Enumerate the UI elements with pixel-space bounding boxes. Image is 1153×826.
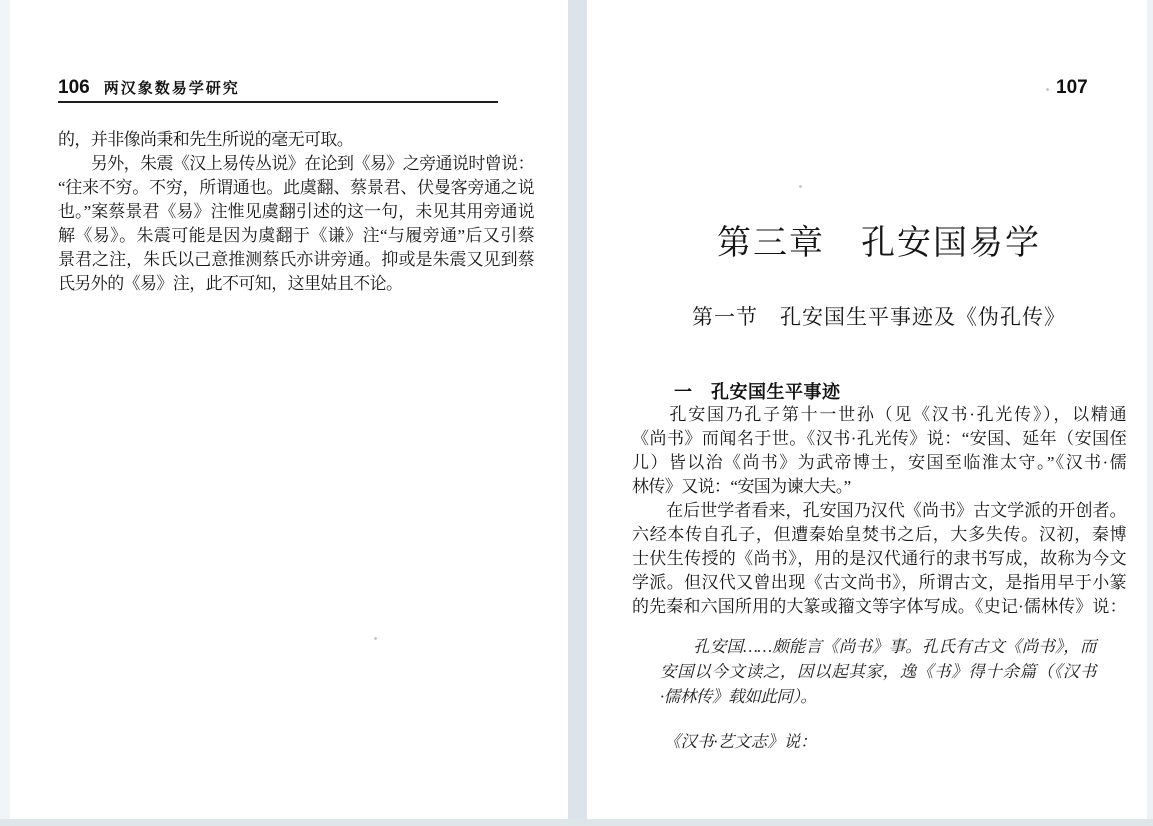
subsection-heading: 一 孔安国生平事迹	[674, 382, 841, 402]
text-line: 儿）皆以治《尚书》为武帝博士，安国至临淮太守。”《汉书·儒	[632, 453, 1126, 472]
text-line: 也。”案蔡景君《易》注惟见虞翻引述的这一句，未见其用旁通说	[58, 202, 534, 221]
quote-line: 孔安国……颇能言《尚书》事。孔氏有古文《尚书》，而	[660, 637, 1096, 656]
text-line: 景君之注，朱氏以己意推测蔡氏亦讲旁通。抑或是朱震又见到蔡	[58, 250, 534, 269]
text-line: 《尚书》而闻名于世。《汉书·孔光传》说：“安国、延年（安国侄	[632, 429, 1126, 448]
scan-speck	[374, 637, 377, 640]
text-line: 解《易》。朱震可能是因为虞翻于《谦》注“与履旁通”后又引蔡	[58, 226, 534, 245]
left-page-header	[58, 77, 240, 99]
text-line: 的，并非像尚秉和先生所说的毫无可取。	[58, 130, 354, 149]
quote-line: ·儒林传》载如此同）。	[660, 687, 817, 706]
page-left	[10, 0, 568, 819]
header-rule	[58, 101, 498, 103]
text-line: 学派。但汉代又曾出现《古文尚书》，所谓古文，是指用早于小篆	[632, 573, 1126, 592]
page-gutter	[568, 0, 587, 826]
text-line: 六经本传自孔子，但遭秦始皇焚书之后，大多失传。汉初，秦博	[632, 525, 1126, 544]
viewer-left-margin	[0, 0, 10, 826]
text-line: “往来不穷。不穷，所谓通也。此虞翻、蔡景君、伏曼客旁通之说	[58, 178, 534, 197]
viewer-right-margin	[1147, 0, 1153, 826]
page-number: 107	[1056, 77, 1088, 98]
text-line: 在后世学者看来，孔安国乃汉代《尚书》古文学派的开创者。	[632, 501, 1126, 520]
text-line: 林传》又说：“安国为谏大夫。”	[632, 477, 851, 496]
section-title: 第一节 孔安国生平事迹及《伪孔传》	[692, 305, 1066, 329]
scan-speck	[799, 185, 802, 188]
quote-line: 安国以今文读之，因以起其家，逸《书》得十余篇（《汉书	[660, 662, 1096, 681]
chapter-title: 第三章 孔安国易学	[717, 225, 1041, 262]
scan-speck	[1046, 88, 1049, 91]
text-line: 的先秦和六国所用的大篆或籀文等字体写成。《史记·儒林传》说：	[632, 597, 1126, 616]
viewer-bottom-margin	[0, 819, 1153, 826]
text-line: 孔安国乃孔子第十一世孙（见《汉书·孔光传》），以精通	[632, 405, 1126, 424]
quote-intro-line: 《汉书·艺文志》说：	[664, 732, 817, 751]
text-line: 氏另外的《易》注，此不可知，这里姑且不论。	[58, 274, 403, 293]
running-title: 两汉象数易学研究	[103, 80, 240, 97]
text-line: 士伏生传授的《尚书》，用的是汉代通行的隶书写成，故称为今文	[632, 549, 1126, 568]
text-line: 另外，朱震《汉上易传丛说》在论到《易》之旁通说时曾说：	[58, 154, 534, 173]
page-number: 106	[58, 77, 90, 98]
